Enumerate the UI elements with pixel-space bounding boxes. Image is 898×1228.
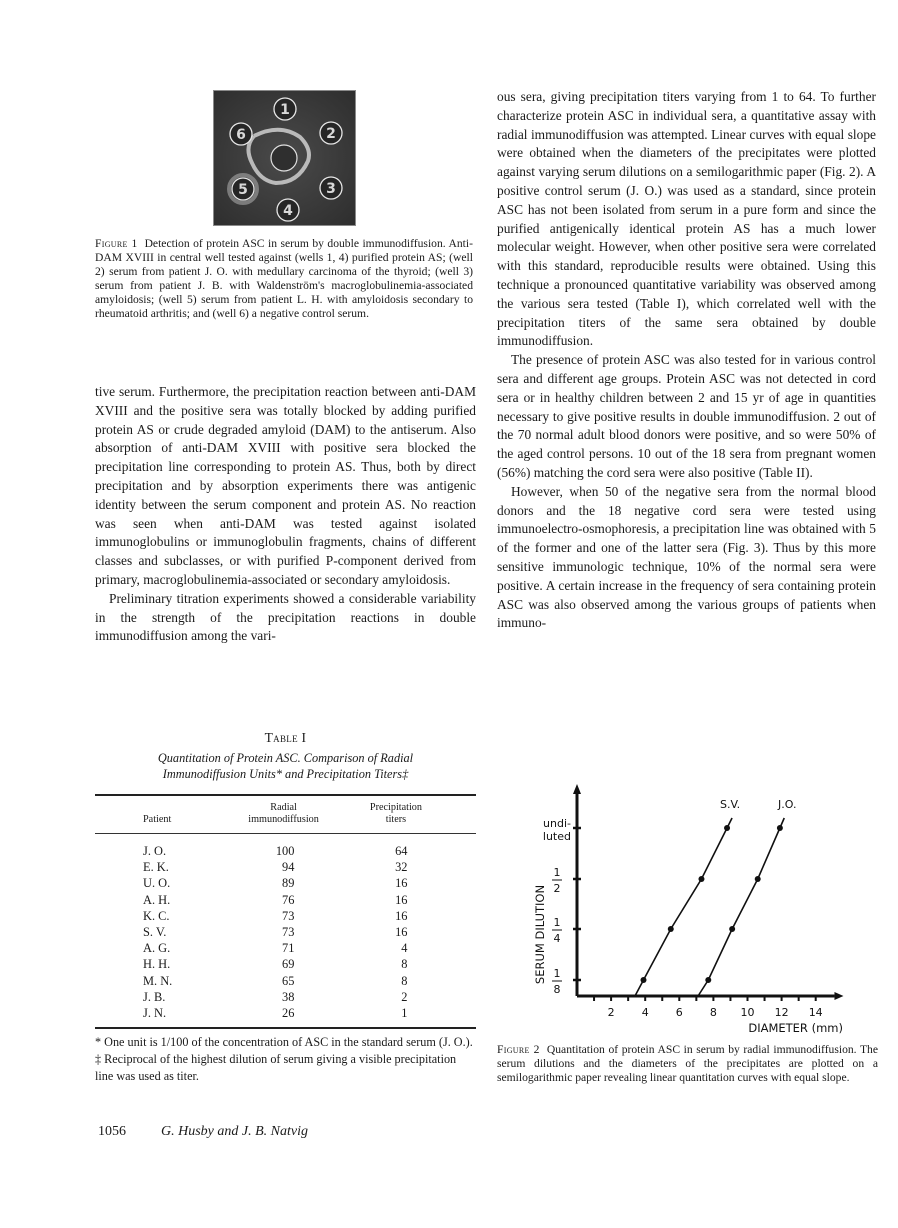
page-number: 1056 (98, 1124, 126, 1139)
figure-1-caption-text: Detection of protein ASC in serum by double immunodiffusion. Anti-DAM XVIII in central well tested against (wells 1, 4) purified protein AS; (well 2) serum from patient J. O. with medullary carcinoma of the thyroid; (well 3) serum from patient J. B. with Waldenström's macroglobulinemia-associated amyloidosis; (well 5) serum from patient L. H. with amyloidosis secondary to rheumatoid arthritis; and (well 6) a negative control serum. (95, 237, 473, 320)
column-header-radial (221, 796, 347, 834)
footnote-double-dagger: ‡ Reciprocal of the highest dilution of serum giving a visible precipitation line was used as titer. (95, 1052, 457, 1084)
figure-2-chart (500, 780, 890, 1040)
y-tick-label-undiluted: luted (542, 830, 571, 843)
paragraph: ous sera, giving precipitation titers varying from 1 to 64. To further characterize protein ASC in individual sera, a quantitative assay with radial immunodiffusion was attempted. Linear curves with equal slope were obtained when the diameters of the precipitates were plotted against varying serum dilutions on a semilogarithmic paper (Fig. 2). A positive control serum (J. O.) was used as a standard, since protein ASC has not been isolated from serum in a pure form and since the purified antigenically identical protein AS has a much lower molecular weight. However, when other positive sera were correlated with this standard, reproducible results were obtained. Using this technique a pronounced quantitative variability was observed among the various sera tested (Table I), which correlated well with the precipitation titers of the same sera obtained by double immunodiffusion. (497, 89, 876, 349)
well-number: 3 (326, 181, 336, 197)
paragraph: However, when 50 of the negative sera from the normal blood donors and the 18 negative cord sera were tested using immunoelectro-osmophoresis, a precipitation line was obtained with 5 of the former and one of the latter sera (Fig. 3). Thus by this more sensitive immunologic technique, 10% of the normal sera were positive. A certain increase in the frequency of sera containing protein ASC was also observed among the various groups of patients when immuno- (497, 483, 876, 631)
table-row (95, 843, 476, 859)
cell-patient: J. N. (143, 1006, 167, 1021)
cell-radial: 76 (282, 892, 295, 907)
table-1-body (95, 839, 476, 1021)
y-tick-numerator: 1 (553, 866, 561, 879)
cell-titer: 2 (401, 989, 408, 1004)
table-row (95, 940, 476, 956)
cell-titer: 4 (401, 941, 408, 956)
x-tick-label: 6 (675, 1006, 683, 1019)
cell-radial: 26 (282, 1006, 295, 1021)
x-tick-label: 8 (709, 1006, 717, 1019)
x-axis-arrow-icon (834, 992, 843, 1000)
figure-1-image (213, 90, 356, 226)
data-point (755, 876, 761, 882)
y-tick-numerator: 1 (553, 916, 561, 929)
left-column-text (95, 383, 476, 646)
y-tick-denominator: 4 (553, 932, 561, 945)
table-1-subtitle (95, 750, 476, 782)
y-tick-label-undiluted: undi- (543, 817, 571, 830)
figure-1-label: Figure 1 (95, 237, 138, 250)
data-point (698, 876, 704, 882)
y-tick-denominator: 2 (553, 882, 561, 895)
table-1-title (95, 730, 476, 746)
column-header-patient: Patient (143, 814, 172, 825)
x-tick-label: 10 (740, 1006, 755, 1019)
x-tick-label: 14 (808, 1006, 823, 1019)
data-point (724, 825, 730, 831)
y-axis-label: SERUM DILUTION (533, 884, 547, 985)
table-row (95, 908, 476, 924)
data-point (705, 977, 711, 983)
table-row (95, 924, 476, 940)
cell-patient: J. O. (143, 844, 167, 858)
cell-patient: H. H. (143, 957, 171, 972)
data-point (729, 926, 735, 932)
figure-2-caption (497, 1043, 878, 1085)
y-axis-arrow-icon (573, 784, 581, 794)
cell-titer: 32 (395, 860, 408, 875)
table-1-footnotes (95, 1034, 476, 1085)
x-axis-label: DIAMETER (mm) (748, 1021, 843, 1035)
header-line: titers (385, 814, 407, 825)
table-row (95, 1005, 476, 1021)
cell-titer: 1 (401, 1006, 408, 1021)
cell-patient: M. N. (143, 973, 173, 988)
cell-radial: 69 (282, 957, 295, 972)
table-subtitle-line: Immunodiffusion Units* and Precipitation Titers‡ (162, 767, 409, 781)
header-line: Precipitation (369, 802, 422, 813)
x-tick-label: 12 (774, 1006, 789, 1019)
cell-titer: 16 (395, 908, 408, 923)
table-row (95, 989, 476, 1005)
cell-patient: U. O. (143, 876, 171, 891)
y-tick-numerator: 1 (553, 967, 561, 980)
radial-immunodiffusion-plot (500, 780, 890, 1040)
cell-patient: K. C. (143, 908, 170, 923)
central-well (271, 145, 297, 171)
cell-radial: 89 (282, 876, 295, 891)
header-line: Radial (270, 802, 297, 813)
table-1 (95, 730, 476, 1085)
cell-titer: 8 (401, 957, 408, 972)
series-line-1 (698, 818, 784, 996)
right-column-text (497, 88, 876, 633)
table-row (95, 892, 476, 908)
table-row (95, 859, 476, 875)
cell-patient: J. B. (143, 989, 166, 1004)
table-1-grid (95, 796, 476, 1021)
immunodiffusion-plate-graphic (214, 91, 355, 225)
figure-2-label: Figure 2 (497, 1043, 540, 1056)
cell-patient: A. H. (143, 892, 171, 907)
cell-radial: 73 (282, 908, 295, 923)
well-number: 5 (238, 182, 248, 198)
well-number: 4 (283, 203, 293, 219)
paragraph: Preliminary titration experiments showed a considerable variability in the strength of the precipitation reactions in double immunodiffusion among the vari- (95, 590, 476, 644)
series-label: S.V. (720, 798, 741, 811)
well-number: 2 (326, 126, 336, 142)
well-number: 1 (280, 102, 290, 118)
figure-2-caption-text: Quantitation of protein ASC in serum by radial immunodiffusion. The serum dilutions and the diameters of the precipitates are plotted on a semilogarithmic paper revealing linear quantitation curves with equal slope. (497, 1043, 878, 1084)
running-authors: G. Husby and J. B. Natvig (161, 1124, 308, 1139)
table-row (95, 973, 476, 989)
cell-radial: 94 (282, 860, 295, 875)
cell-titer: 16 (395, 876, 408, 891)
well-number: 6 (236, 127, 246, 143)
cell-radial: 65 (282, 973, 295, 988)
y-tick-denominator: 8 (553, 983, 561, 996)
cell-radial: 100 (275, 844, 295, 858)
figure-1-caption (95, 237, 473, 320)
cell-radial: 71 (282, 941, 295, 956)
data-point (640, 977, 646, 983)
cell-titer: 16 (395, 925, 408, 940)
table-row (95, 875, 476, 891)
paragraph: The presence of protein ASC was also tested for in various control sera and different age groups. Protein ASC was not detected in cord sera or in healthy children between 2 and 15 yr of age in quantities necessary to give positive results in double immunodiffusion. 2 out of the 70 normal adult blood donors were positive, and so were 50% of the aged control persons. 10 out of the 18 sera from pregnant women (56%) matching the cord sera were also positive (Table II). (497, 352, 876, 480)
cell-patient: S. V. (143, 925, 167, 940)
cell-patient: A. G. (143, 941, 171, 956)
table-title-text: Table I (264, 730, 307, 745)
cell-patient: E. K. (143, 860, 169, 875)
x-tick-label: 4 (641, 1006, 649, 1019)
data-point (777, 825, 783, 831)
page-footer (98, 1124, 308, 1140)
cell-titer: 16 (395, 892, 408, 907)
series-line-0 (635, 818, 732, 996)
cell-titer: 8 (401, 973, 408, 988)
footnote-asterisk: * One unit is 1/100 of the concentration of ASC in the standard serum (J. O.). (95, 1035, 473, 1050)
table-bottom-rule (95, 1027, 476, 1029)
cell-radial: 73 (282, 925, 295, 940)
table-row (95, 956, 476, 972)
data-point (668, 926, 674, 932)
x-tick-label: 2 (607, 1006, 615, 1019)
series-label: J.O. (778, 798, 797, 811)
table-subtitle-line: Quantitation of Protein ASC. Comparison of Radial (157, 751, 414, 765)
cell-radial: 38 (282, 989, 295, 1004)
paragraph: tive serum. Furthermore, the precipitation reaction between anti-DAM XVIII and the positive sera was totally blocked by adding purified protein AS or crude degraded amyloid (DAM) to the antiserum. Also absorption of anti-DAM XVIII with positive sera blocked the precipitation line corresponding to protein AS. Thus, both by direct precipitation and by absorption experiments there was antigenic identity between the serum component and protein AS. No reaction was seen when anti-DAM was tested against isolated immunoglobulins or immunoglobulin fragments, chains of different classes and subclasses, or with purified P-component derived from primary, macroglobulinemia-associated or secondary amyloidosis. (95, 384, 476, 587)
header-line: immunodiffusion (248, 814, 319, 825)
column-header-titers (346, 796, 445, 834)
cell-titer: 64 (395, 844, 408, 858)
